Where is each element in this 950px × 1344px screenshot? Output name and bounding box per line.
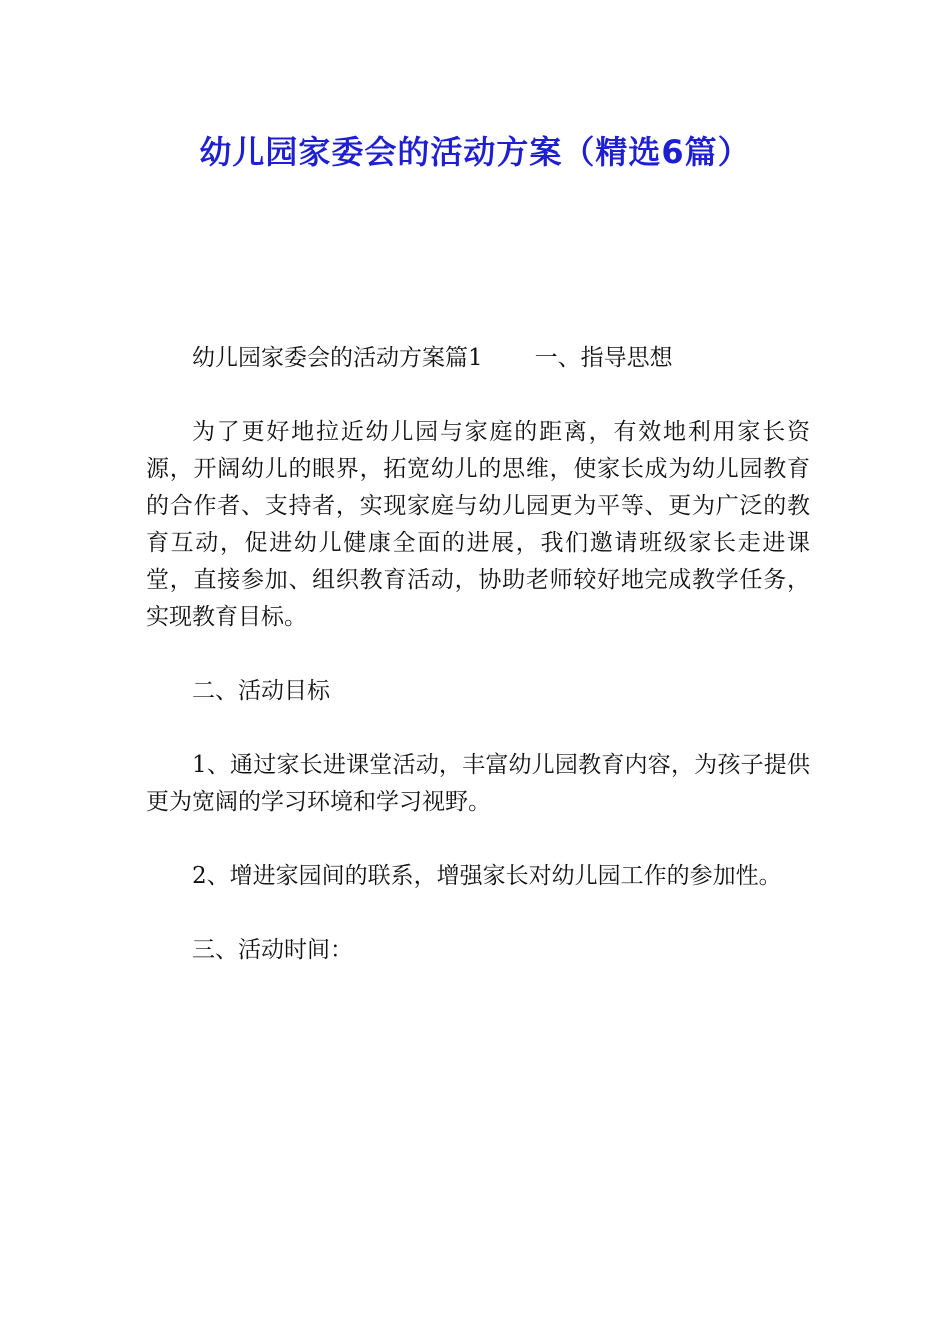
section-heading: 幼儿园家委会的活动方案篇1 — [192, 345, 483, 371]
paragraph-goal-1: 1、通过家长进课堂活动，丰富幼儿园教育内容，为孩子提供更为宽阔的学习环境和学习视野。 — [146, 752, 810, 815]
paragraph-goal-2: 2、增进家园间的联系，增强家长对幼儿园工作的参加性。 — [192, 863, 782, 889]
document-body — [146, 340, 810, 1006]
paragraph-activity-time-heading: 三、活动时间： — [192, 937, 353, 963]
paragraph-guiding-ideology: 为了更好地拉近幼儿园与家庭的距离，有效地利用家长资源，开阔幼儿的眼界，拓宽幼儿的思维，使家长成为幼儿园教育的合作者、支持者，实现家庭与幼儿园更为平等、更为广泛的教育互动，促进幼儿健康全面的进展，我们邀请班级家长走进课堂，直接参加、组织教育活动，协助老师较好地完成教学任务，实现教育目标。 — [146, 419, 810, 630]
paragraph-activity-goals-heading: 二、活动目标 — [192, 678, 330, 704]
paragraph-section-heading — [146, 340, 810, 377]
guiding-ideology-heading: 一、指导思想 — [534, 345, 673, 371]
document-title: 幼儿园家委会的活动方案（精选6篇） — [199, 133, 751, 171]
